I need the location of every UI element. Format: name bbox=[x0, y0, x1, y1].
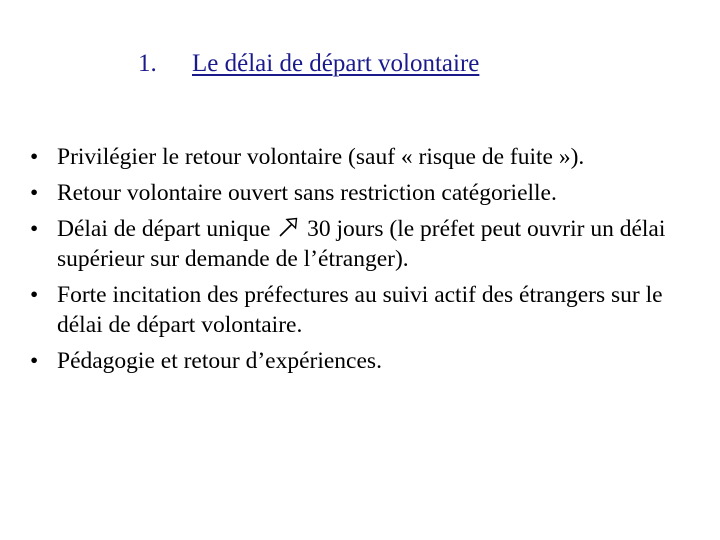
title-text: Le délai de départ volontaire bbox=[192, 50, 480, 77]
bullet-text: Forte incitation des préfectures au suivi actif des étrangers sur le délai de départ volontaire. bbox=[57, 282, 663, 338]
bullet-dot: • bbox=[30, 282, 39, 308]
bullet-dot: • bbox=[30, 180, 39, 206]
title-number: 1. bbox=[138, 50, 157, 77]
bullet-dot: • bbox=[30, 348, 39, 374]
bullet-text: Retour volontaire ouvert sans restriction catégorielle. bbox=[57, 180, 557, 206]
bullet-text-before: Délai de départ unique bbox=[57, 216, 271, 242]
bullet-dot: • bbox=[30, 144, 39, 170]
bullet-item bbox=[30, 346, 700, 376]
bullet-item bbox=[30, 178, 700, 208]
arrow-up-right-icon bbox=[277, 216, 299, 238]
bullet-list bbox=[30, 142, 700, 382]
bullet-item bbox=[30, 280, 700, 340]
bullet-item bbox=[30, 142, 700, 172]
bullet-text-after: 30 jours (le préfet peut ouvrir un délai supérieur sur demande de l’étranger). bbox=[57, 216, 666, 272]
bullet-text: Privilégier le retour volontaire (sauf « risque de fuite »). bbox=[57, 144, 585, 170]
bullet-item bbox=[30, 214, 700, 274]
bullet-text: Pédagogie et retour d’expériences. bbox=[57, 348, 382, 374]
bullet-dot: • bbox=[30, 216, 39, 242]
slide-title bbox=[138, 50, 479, 86]
